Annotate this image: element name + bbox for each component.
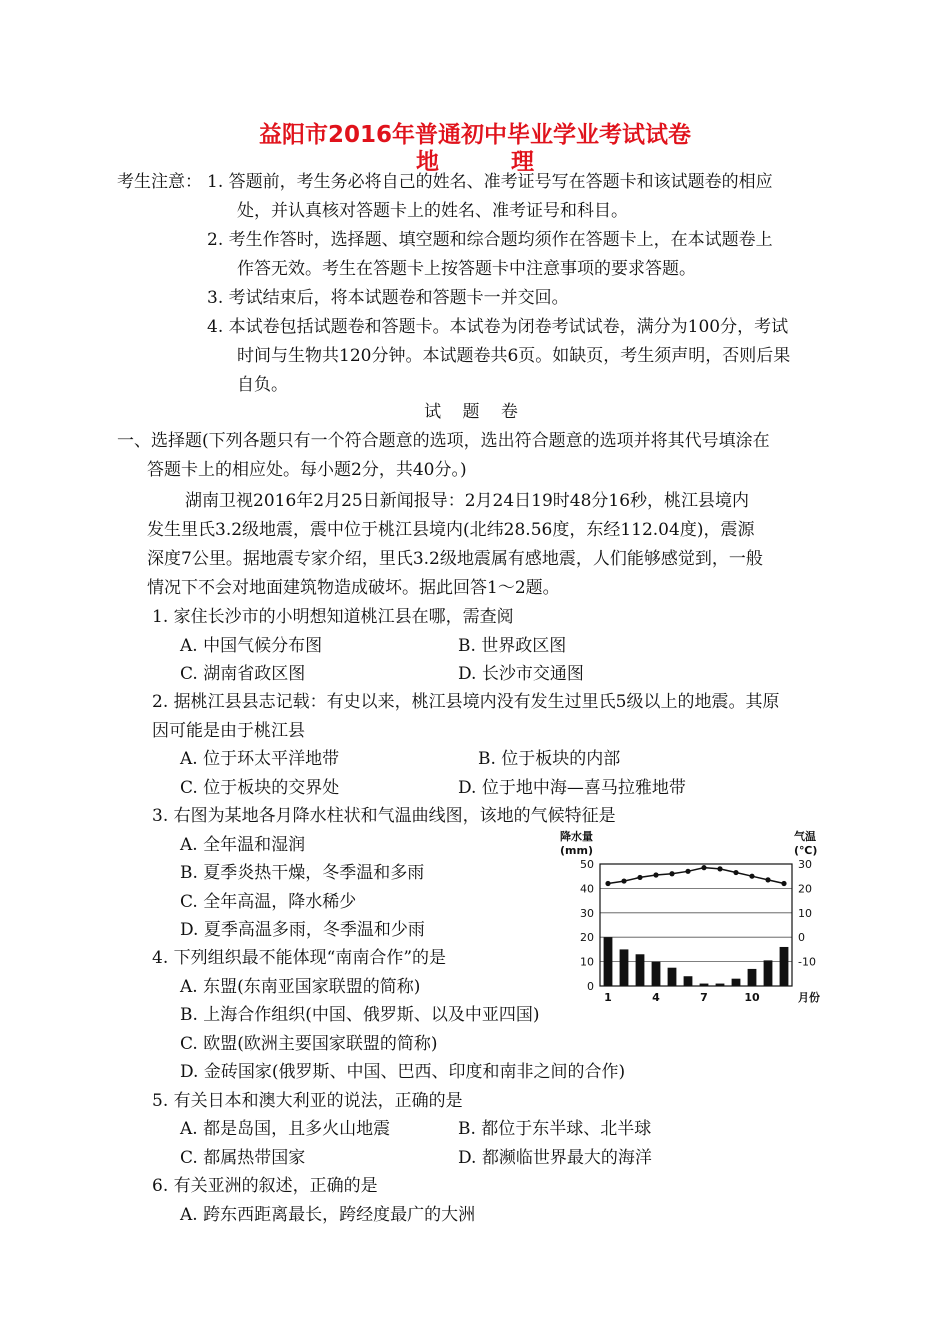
subject-title: 地 理 — [415, 149, 566, 175]
precip-bar — [684, 976, 693, 986]
precip-bar — [748, 969, 757, 986]
temperature-line — [608, 868, 784, 884]
precip-bar — [700, 984, 709, 986]
q4-option-a: A. 东盟(东南亚国家联盟的简称) — [180, 977, 421, 997]
left-tick-label: 40 — [580, 882, 594, 896]
q4-option-c: C. 欧盟(欧洲主要国家联盟的简称) — [180, 1034, 438, 1054]
notice-item-2-cont: 作答无效。考生在答题卡上按答题卡中注意事项的要求答题。 — [237, 259, 696, 279]
temperature-point — [621, 878, 626, 883]
precip-bar — [620, 949, 629, 986]
section-title: 试 题 卷 — [424, 402, 526, 422]
plot-frame — [600, 864, 792, 986]
notice-label: 考生注意： — [117, 172, 202, 192]
q2-option-a: A. 位于环太平洋地带 — [180, 749, 340, 769]
notice-item-4-cont: 时间与生物共120分钟。本试题卷共6页。如缺页，考生须声明，否则后果 — [237, 346, 791, 366]
part1-heading-cont: 答题卡上的相应处。每小题2分，共40分。) — [147, 460, 467, 480]
left-tick-label: 20 — [580, 931, 594, 945]
precip-bar — [604, 937, 613, 986]
month-tick-label: 10 — [744, 991, 760, 1004]
notice-item-4: 4. 本试卷包括试题卷和答题卡。本试卷为闭卷考试试卷，满分为100分，考试 — [207, 317, 789, 337]
temperature-point — [717, 866, 722, 871]
q4-stem: 4. 下列组织最不能体现“南南合作”的是 — [152, 948, 447, 968]
x-axis-label: 月份 — [798, 991, 820, 1004]
passage-line-1: 湖南卫视2016年2月25日新闻报导：2月24日19时48分16秒，桃江县境内 — [185, 491, 750, 511]
notice-item-1: 1. 答题前，考生务必将自己的姓名、准考证号写在答题卡和该试题卷的相应 — [207, 172, 773, 192]
q1-option-c: C. 湖南省政区图 — [180, 664, 306, 684]
q3-stem: 3. 右图为某地各月降水柱状和气温曲线图，该地的气候特征是 — [152, 806, 616, 826]
precip-bar — [636, 954, 645, 986]
q1-option-a: A. 中国气候分布图 — [180, 636, 323, 656]
climate-chart — [545, 826, 830, 1006]
right-tick-label: -10 — [798, 955, 816, 969]
q4-option-b: B. 上海合作组织(中国、俄罗斯、以及中亚四国) — [180, 1005, 540, 1025]
precip-bar — [732, 979, 741, 986]
right-tick-label: 30 — [798, 858, 812, 871]
month-tick-label: 7 — [700, 991, 708, 1004]
notice-item-4-end: 自负。 — [237, 375, 288, 395]
q2-stem-cont: 因可能是由于桃江县 — [152, 721, 305, 741]
temperature-point — [733, 870, 738, 875]
passage-line-3: 深度7公里。据地震专家介绍，里氏3.2级地震属有感地震，人们能够感觉到，一般 — [147, 549, 763, 569]
q3-option-d: D. 夏季高温多雨，冬季温和少雨 — [180, 920, 425, 940]
notice-item-1-cont: 处，并认真核对答题卡上的姓名、准考证号和科目。 — [237, 201, 628, 221]
q3-option-a: A. 全年温和湿润 — [180, 835, 306, 855]
q2-stem: 2. 据桃江县县志记载：有史以来，桃江县境内没有发生过里氏5级以上的地震。其原 — [152, 692, 780, 712]
temperature-point — [685, 869, 690, 874]
temperature-point — [765, 877, 770, 882]
temperature-point — [701, 865, 706, 870]
temperature-point — [781, 881, 786, 886]
q5-stem: 5. 有关日本和澳大利亚的说法，正确的是 — [152, 1091, 463, 1111]
month-tick-label: 4 — [652, 991, 660, 1004]
left-axis-label: 降水量 — [560, 830, 593, 843]
passage-line-2: 发生里氏3.2级地震，震中位于桃江县境内(北纬28.56度，东经112.04度)，震源 — [147, 520, 755, 540]
right-tick-label: 0 — [798, 931, 805, 945]
q6-stem: 6. 有关亚洲的叙述，正确的是 — [152, 1176, 378, 1196]
q5-option-d: D. 都濒临世界最大的海洋 — [458, 1148, 652, 1168]
q4-option-d: D. 金砖国家(俄罗斯、中国、巴西、印度和南非之间的合作) — [180, 1062, 626, 1082]
q2-option-c: C. 位于板块的交界处 — [180, 778, 340, 798]
exam-title: 益阳市2016年普通初中毕业学业考试试卷 — [258, 122, 691, 148]
q1-option-d: D. 长沙市交通图 — [458, 664, 584, 684]
q1-option-b: B. 世界政区图 — [458, 636, 567, 656]
q3-option-b: B. 夏季炎热干燥，冬季温和多雨 — [180, 863, 425, 883]
notice-item-3: 3. 考试结束后，将本试题卷和答题卡一并交回。 — [207, 288, 569, 308]
q1-stem: 1. 家住长沙市的小明想知道桃江县在哪，需查阅 — [152, 607, 514, 627]
temperature-point — [653, 872, 658, 877]
q5-option-b: B. 都位于东半球、北半球 — [458, 1119, 652, 1139]
precip-bar — [668, 968, 677, 986]
left-tick-label: 30 — [580, 906, 594, 920]
left-tick-label: 50 — [580, 858, 594, 871]
precip-bar — [780, 947, 789, 986]
notice-item-2: 2. 考生作答时，选择题、填空题和综合题均须作在答题卡上，在本试题卷上 — [207, 230, 773, 250]
left-tick-label: 0 — [587, 980, 594, 993]
precip-bar — [716, 984, 725, 986]
temperature-point — [605, 881, 610, 886]
passage-line-4: 情况下不会对地面建筑物造成破坏。据此回答1～2题。 — [147, 578, 560, 598]
temperature-point — [749, 874, 754, 879]
left-tick-label: 10 — [580, 955, 594, 969]
left-axis-unit: (mm) — [560, 844, 593, 857]
precip-bar — [652, 962, 661, 986]
right-axis-unit: (℃) — [794, 844, 818, 857]
right-tick-label: 10 — [798, 906, 812, 920]
right-axis-label: 气温 — [794, 830, 816, 843]
q6-option-a: A. 跨东西距离最长，跨经度最广的大洲 — [180, 1205, 476, 1225]
q2-option-d: D. 位于地中海—喜马拉雅地带 — [458, 778, 686, 798]
q3-option-c: C. 全年高温，降水稀少 — [180, 892, 357, 912]
temperature-point — [637, 875, 642, 880]
q5-option-c: C. 都属热带国家 — [180, 1148, 306, 1168]
precip-bar — [764, 960, 773, 986]
temperature-point — [669, 871, 674, 876]
q2-option-b: B. 位于板块的内部 — [478, 749, 621, 769]
right-tick-label: 20 — [798, 882, 812, 896]
q5-option-a: A. 都是岛国，且多火山地震 — [180, 1119, 391, 1139]
month-tick-label: 1 — [604, 991, 612, 1004]
part1-heading: 一、选择题(下列各题只有一个符合题意的选项，选出符合题意的选项并将其代号填涂在 — [117, 431, 770, 451]
